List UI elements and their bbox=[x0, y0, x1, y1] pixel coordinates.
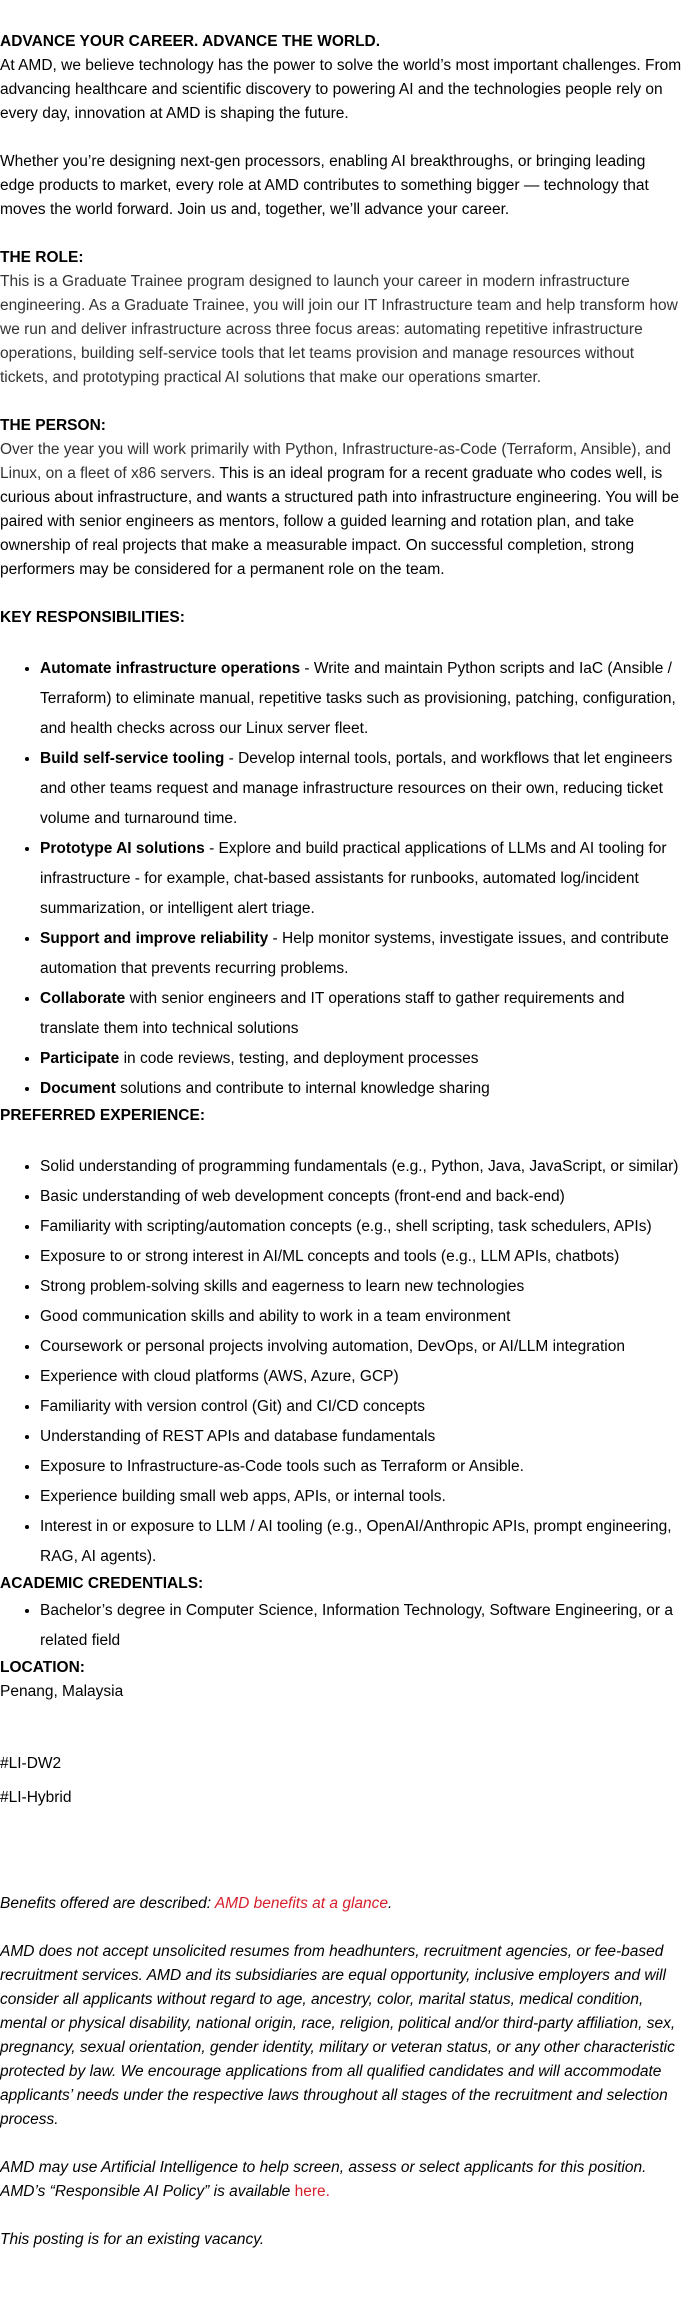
academic-list bbox=[0, 1596, 683, 1656]
location-value: Penang, Malaysia bbox=[0, 1683, 124, 1700]
list-item bbox=[40, 744, 683, 834]
responsibility-text: in code reviews, testing, and deployment processes bbox=[119, 1050, 479, 1067]
list-item bbox=[40, 834, 683, 924]
list-item: • Experience with cloud platforms (AWS, Azure, GCP) bbox=[40, 1362, 683, 1392]
responsibility-text: - Develop internal tools, portals, and workflows that let engineers and other teams request and manage infrastructure resources on their own, reducing ticket volume and turnaround time. bbox=[40, 750, 673, 827]
benefits-suffix: . bbox=[388, 1895, 393, 1912]
benefits-line bbox=[0, 1892, 683, 1916]
eeo-statement: AMD does not accept unsolicited resumes from headhunters, recruitment agencies, or fee-based recruitment services. AMD and its subsidiaries are equal opportunity, inclusive employers and will consider all applicants without regard to age, ancestry, color, marital status, medical condition, mental or physical disability, national origin, race, religion, political and/or third-party affiliation, sex, pregnancy, sexual orientation, gender identity, military or veteran status, or any other characteristic protected by law. We encourage applications from all qualified candidates and will accommodate applicants’ needs under the respective laws throughout all stages of the recruitment and selection process. bbox=[0, 1943, 676, 2128]
responsibility-title: Prototype AI solutions bbox=[40, 840, 205, 857]
responsibility-title: Collaborate bbox=[40, 990, 126, 1007]
list-item bbox=[40, 924, 683, 984]
responsibility-title: Participate bbox=[40, 1050, 120, 1067]
preferred-heading: PREFERRED EXPERIENCE: bbox=[0, 1107, 205, 1124]
person-description-tools: Over the year you will work primarily with Python, Infrastructure-as-Code (Terraform, Ansible), and Linux, on a fleet of x86 servers. bbox=[0, 441, 672, 482]
responsibility-title: Support and improve reliability bbox=[40, 930, 269, 947]
list-item: • Familiarity with scripting/automation concepts (e.g., shell scripting, task schedulers, APIs) bbox=[40, 1212, 683, 1242]
responsibility-text: - Explore and build practical applications of LLMs and AI tooling for infrastructure - for example, chat-based assistants for runbooks, automated log/incident summarization, or intelligent alert triage. bbox=[40, 840, 667, 917]
role-heading: THE ROLE: bbox=[0, 249, 84, 266]
list-item: • Familiarity with version control (Git) and CI/CD concepts bbox=[40, 1392, 683, 1422]
responsibility-text: - Help monitor systems, investigate issues, and contribute automation that prevents recurring problems. bbox=[40, 930, 669, 977]
ai-policy-statement bbox=[0, 2156, 683, 2204]
hashtag-hybrid: #LI-Hybrid bbox=[0, 1789, 72, 1806]
list-item bbox=[40, 984, 683, 1044]
responsibility-title: Automate infrastructure operations bbox=[40, 660, 301, 677]
academic-heading: ACADEMIC CREDENTIALS: bbox=[0, 1575, 204, 1592]
responsibility-text: - Write and maintain Python scripts and IaC (Ansible / Terraform) to eliminate manual, repetitive tasks such as provisioning, patching, configuration, and health checks across our Linux server fleet. bbox=[40, 660, 676, 737]
hashtag-dw2: #LI-DW2 bbox=[0, 1755, 62, 1772]
responsibility-title: Build self-service tooling bbox=[40, 750, 225, 767]
list-item: • Exposure to or strong interest in AI/ML concepts and tools (e.g., LLM APIs, chatbots) bbox=[40, 1242, 683, 1272]
list-item: • Strong problem-solving skills and eagerness to learn new technologies bbox=[40, 1272, 683, 1302]
list-item bbox=[40, 1044, 683, 1074]
responsibility-text: with senior engineers and IT operations staff to gather requirements and translate them into technical solutions bbox=[40, 990, 625, 1037]
list-item: • Coursework or personal projects involving automation, DevOps, or AI/LLM integration bbox=[40, 1332, 683, 1362]
responsibilities-heading: KEY RESPONSIBILITIES: bbox=[0, 609, 185, 626]
location-heading: LOCATION: bbox=[0, 1659, 85, 1676]
preferred-list bbox=[0, 1152, 683, 1572]
list-item: • Solid understanding of programming fundamentals (e.g., Python, Java, JavaScript, or similar) bbox=[40, 1152, 683, 1182]
person-description bbox=[0, 438, 683, 582]
list-item: • Experience building small web apps, APIs, or internal tools. bbox=[40, 1482, 683, 1512]
responsibility-text: solutions and contribute to internal knowledge sharing bbox=[115, 1080, 490, 1097]
list-item: • Good communication skills and ability to work in a team environment bbox=[40, 1302, 683, 1332]
benefits-prefix: Benefits offered are described: bbox=[0, 1895, 215, 1912]
intro-heading: ADVANCE YOUR CAREER. ADVANCE THE WORLD. bbox=[0, 33, 381, 50]
ai-policy-text: AMD may use Artificial Intelligence to help screen, assess or select applicants for this position. AMD’s “Responsible AI Policy” is available bbox=[0, 2159, 647, 2200]
vacancy-statement: This posting is for an existing vacancy. bbox=[0, 2231, 265, 2248]
benefits-link[interactable]: AMD benefits at a glance bbox=[214, 1895, 389, 1912]
intro-paragraph-2: Whether you’re designing next-gen processors, enabling AI breakthroughs, or bringing leading edge products to market, every role at AMD contributes to something bigger — technology that moves the world forward. Join us and, together, we’ll advance your career. bbox=[0, 153, 649, 218]
list-item: • Interest in or exposure to LLM / AI tooling (e.g., OpenAI/Anthropic APIs, prompt engineering, RAG, AI agents). bbox=[40, 1512, 683, 1572]
responsibilities-list bbox=[0, 654, 683, 1104]
intro-paragraph-1: At AMD, we believe technology has the power to solve the world’s most important challenges. From advancing healthcare and scientific discovery to powering AI and the technologies people rely on every day, innovation at AMD is shaping the future. bbox=[0, 57, 682, 122]
list-item: • Understanding of REST APIs and database fundamentals bbox=[40, 1422, 683, 1452]
list-item bbox=[40, 654, 683, 744]
role-description: This is a Graduate Trainee program designed to launch your career in modern infrastructure engineering. As a Graduate Trainee, you will join our IT Infrastructure team and help transform how we run and deliver infrastructure across three focus areas: automating repetitive infrastructure operations, building self-service tools that let teams provision and manage resources without tickets, and prototyping practical AI solutions that make our operations smarter. bbox=[0, 273, 678, 386]
ai-policy-link[interactable]: here. bbox=[294, 2183, 330, 2200]
list-item: • Basic understanding of web development concepts (front-end and back-end) bbox=[40, 1182, 683, 1212]
list-item bbox=[40, 1074, 683, 1104]
list-item: • Exposure to Infrastructure-as-Code tools such as Terraform or Ansible. bbox=[40, 1452, 683, 1482]
list-item: • Bachelor’s degree in Computer Science, Information Technology, Software Engineering, or a related field bbox=[40, 1596, 683, 1656]
person-description-rest: This is an ideal program for a recent graduate who codes well, is curious about infrastructure, and wants a structured path into infrastructure engineering. You will be paired with senior engineers as mentors, follow a guided learning and rotation plan, and take ownership of real projects that make a measurable impact. On successful completion, strong performers may be considered for a permanent role on the team. bbox=[0, 465, 679, 578]
person-heading: THE PERSON: bbox=[0, 417, 106, 434]
responsibility-title: Document bbox=[40, 1080, 116, 1097]
